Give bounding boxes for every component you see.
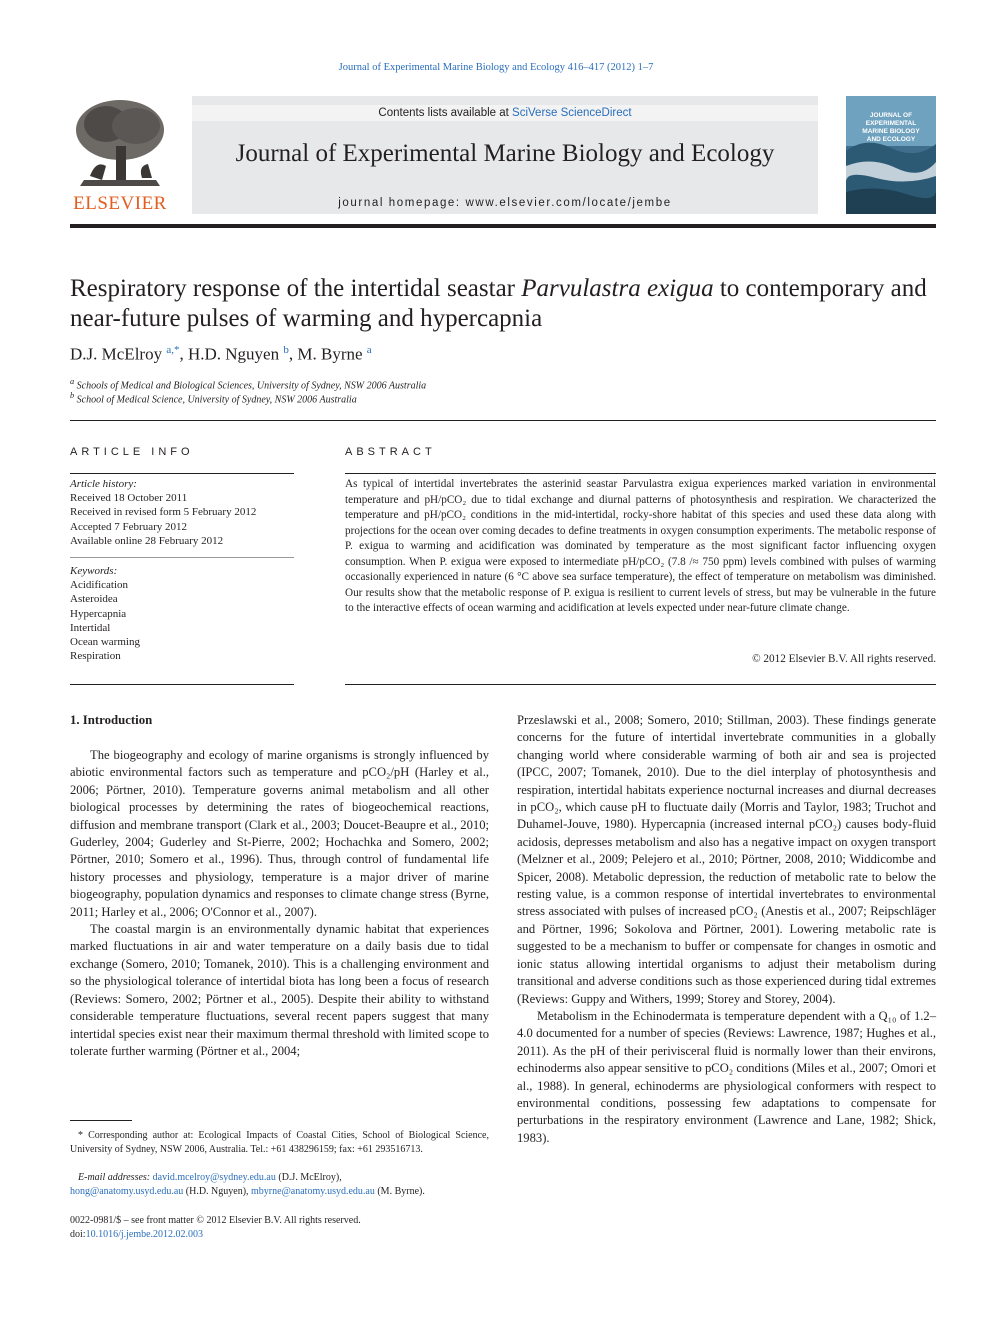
affiliation — [70, 391, 357, 405]
email-owner: (D.J. McElroy), — [278, 1172, 342, 1183]
journal-cover-image — [846, 96, 936, 214]
abstract-divider — [345, 684, 936, 685]
corresponding-author-note: * Corresponding author at: Ecological Impacts of Coastal Cities, School of Biological Science, University of Sydney, NSW 2006, Australia. Tel.: +61 438296159; fax: +61 293516713. — [70, 1130, 489, 1155]
affiliation-divider — [70, 420, 936, 421]
author-list: D.J. McElroy $^{a,*}$, H.D. Nguyen $^b$, M. Byrne $^a$ — [70, 344, 372, 364]
affiliation-mark: a — [70, 377, 75, 386]
author-name[interactable]: D.J. McElroy — [70, 344, 163, 364]
title-text: to contemporary and near-future pulses of warming and hypercapnia — [70, 275, 927, 332]
history-item: Received in revised form 5 February 2012 — [70, 506, 257, 519]
abstract-text: As typical of intertidal invertebrates the asterinid seastar Parvulastra exigua experiences marked variation in environmental temperature and pH/pCO₂ due to tidal exchange and diurnal patterns of photosynthesis and respiration. We characterized the temperature and pH/pCO₂ conditions in the mid-intertidal, rocky-shore habitat of this species and used these data along with projections for the ocean over coming decades to define treatments in oxygen consumption experiments. The metabolic response of P. exigua to warming and acidification was dominated by temperature as the most significant factor influencing oxygen consumption. When P. exigua were exposed to intermediate pH/pCO₂ (7.8 /≈ 750 ppm) levels combined with pulses of warming occasionally experienced in nature (6 °C above sea surface temperature), the effect of temperature on metabolism was diminished. Our results show that the metabolic response of P. exigua is resilient to current levels of stress, but may be vulnerable in the future to the interactive effects of ocean warming and acidification at levels expected under near-future climate change. — [345, 478, 936, 614]
keyword: Respiration — [70, 650, 121, 663]
body-paragraph: Metabolism in the Echinodermata is temperature dependent with a Q₁₀ of 1.2–4.0 documented for a number of species (Reviews: Lawrence, 1987; Hughes et al., 2011). As the pH of their perivisceral fluid is normally lower than their environs, echinoderms also appear sensitive to pCO₂ conditions (Miles et al., 2007; Omori et al., 1988). In general, echinoderms are physiological conformers with respect to environmental conditions, possessing few adaptations to compensate for perturbations in the respiratory environment (Lawrence and Lane, 1982; Shick, 1983). — [517, 1008, 936, 1145]
history-item: Accepted 7 February 2012 — [70, 520, 187, 533]
author-affiliation-mark[interactable]: a — [366, 344, 372, 356]
keywords-label: Keywords: — [70, 565, 118, 577]
issn-line: 0022-0981/$ – see front matter © 2012 Elsevier B.V. All rights reserved. — [70, 1215, 361, 1226]
cover-line: AND ECOLOGY — [866, 136, 916, 143]
homepage-prefix: journal homepage: — [338, 197, 466, 209]
cover-line: JOURNAL OF — [869, 112, 913, 119]
journal-citation[interactable]: Journal of Experimental Marine Biology and Ecology 416–417 (2012) 1–7 — [338, 62, 654, 73]
cover-title — [846, 112, 936, 144]
keyword: Asteroidea — [70, 593, 118, 606]
title-text: Respiratory response of the intertidal seastar — [70, 275, 522, 302]
left-column — [70, 747, 489, 1060]
journal-header — [70, 96, 818, 214]
tree-icon — [70, 96, 170, 192]
email-addresses — [70, 1171, 489, 1199]
right-column — [517, 712, 936, 1147]
sciencedirect-link[interactable]: SciVerse ScienceDirect — [512, 107, 632, 119]
article-title — [70, 274, 940, 334]
keyword: Hypercapnia — [70, 607, 127, 620]
contents-line — [192, 105, 818, 121]
affiliation-text: School of Medical Science, University of Sydney, NSW 2006 Australia — [76, 394, 357, 406]
doi-link[interactable]: 10.1016/j.jembe.2012.02.003 — [85, 1229, 204, 1240]
email-link[interactable]: david.mcelroy@sydney.edu.au — [152, 1172, 276, 1183]
cover-line: MARINE BIOLOGY — [862, 128, 920, 135]
contents-prefix: Contents lists available at — [378, 107, 513, 119]
footnote-divider — [70, 1120, 132, 1121]
history-item: Received 18 October 2011 — [70, 492, 188, 505]
body-paragraph: The biogeography and ecology of marine organisms is strongly influenced by abiotic environmental factors such as temperature and pCO₂/pH (Harley et al., 2006; Pörtner, 2010). Temperature governs animal metabolism and all other biological processes by determining the rates of biogeochemical reactions, diffusion and membrane transport (Clark et al., 2003; Doucet-Beaupre et al., 2010; Guderley, 2004; Guderley and St-Pierre, 2002; Hochachka and Somero, 2002; Pörtner, 2010; Somero et al., 1996). Thus, through control of fundamental life history processes and physiology, temperature is a major driver of marine biogeography, population dynamics and responses to climate change stress (Byrne, 2011; Harley et al., 2006; O'Connor et al., 2007). — [70, 748, 489, 919]
homepage-line — [192, 197, 818, 209]
info-divider — [70, 684, 294, 685]
email-link[interactable]: hong@anatomy.usyd.edu.au — [70, 1186, 184, 1197]
affiliation — [70, 377, 426, 391]
affiliation-mark: b — [70, 391, 75, 400]
email-owner: (M. Byrne). — [377, 1186, 425, 1197]
journal-banner — [192, 96, 818, 214]
elsevier-wordmark: ELSEVIER — [73, 193, 167, 214]
section-heading: 1. Introduction — [70, 713, 153, 727]
title-species: Parvulastra exigua — [521, 275, 714, 302]
copyright: © 2012 Elsevier B.V. All rights reserved. — [752, 653, 936, 665]
abstract-heading: ABSTRACT — [345, 446, 436, 458]
author-name[interactable]: H.D. Nguyen — [187, 344, 280, 364]
info-divider — [70, 557, 294, 558]
doi-line — [70, 1228, 489, 1242]
header-divider — [70, 224, 936, 228]
homepage-link[interactable]: www.elsevier.com/locate/jembe — [465, 197, 672, 209]
elsevier-logo — [70, 96, 190, 214]
article-history — [70, 477, 294, 548]
affiliation-text: Schools of Medical and Biological Sciences, University of Sydney, NSW 2006 Australia — [76, 380, 427, 392]
email-label: E-mail addresses: — [78, 1172, 151, 1183]
author-affiliation-mark[interactable]: b — [283, 344, 289, 356]
abstract-divider — [345, 473, 936, 474]
author-name[interactable]: M. Byrne — [297, 344, 363, 364]
keywords — [70, 564, 294, 663]
email-owner: (H.D. Nguyen), — [185, 1186, 249, 1197]
body-paragraph: The coastal margin is an environmentally dynamic habitat that experiences marked fluctuations in air and water temperature on a daily basis due to tidal exchange (Somero, 2010; Tomanek, 2010). This is a challenging environment and so the physiological tolerance of intertidal biota has long been a focus of research (Reviews: Somero, 2002; Pörtner et al., 2005). Despite their ability to withstand considerable temperature fluctuations, several recent papers suggest that many intertidal species exist near their maximum thermal threshold with limited scope to tolerate further warming (Pörtner et al., 2004; — [70, 922, 489, 1058]
body-paragraph: Przeslawski et al., 2008; Somero, 2010; Stillman, 2003). These findings generate concerns for the future of intertidal invertebrate communities in a globally changing world where considerable warming of both air and sea is projected (IPCC, 2007; Tomanek, 2010). Due to the diel interplay of photosynthesis and respiration, intertidal habitats experience nocturnal increases and diurnal decreases in pCO₂, which cause pH to fluctuate daily (Morris and Taylor, 1983; Truchot and Duhamel-Jouve, 1980). Hypercapnia (increased internal pCO₂) causes body-fluid acidosis, depresses metabolism and also has a negative impact on oxygen transport (Melzner et al., 2009; Pelejero et al., 2010; Pörtner, 2008, 2010; Widdicombe and Spicer, 2008). Metabolic depression, the reduction of metabolic rate to below the resting value, is a common response of intertidal invertebrates to environmental stress associated with pulses of increased pCO₂ (Anestis et al., 2007; Reipschläger and Pörtner, 1996; Sokolova and Pörtner, 2001). Lowering metabolic rate is suggested to be a mechanism to buffer or compensate for changes in osmotic and ionic status allowing intertidal organisms to adjust their metabolism during transitional and adverse conditions such as those experienced during tidal extremes (Reviews: Guppy and Withers, 1999; Storey and Storey, 2004). — [517, 713, 936, 1006]
keyword: Ocean warming — [70, 636, 140, 649]
article-info-heading: ARTICLE INFO — [70, 446, 194, 458]
info-divider — [70, 473, 294, 474]
email-link[interactable]: mbyrne@anatomy.usyd.edu.au — [251, 1186, 375, 1197]
keyword: Intertidal — [70, 621, 111, 634]
history-label: Article history: — [70, 478, 137, 490]
cover-line: EXPERIMENTAL — [865, 120, 917, 127]
keyword: Acidification — [70, 579, 129, 592]
history-item: Available online 28 February 2012 — [70, 534, 224, 547]
doi-prefix: doi: — [70, 1229, 86, 1240]
journal-title: Journal of Experimental Marine Biology and Ecology — [235, 140, 775, 167]
author-affiliation-mark[interactable]: a,* — [166, 344, 180, 356]
